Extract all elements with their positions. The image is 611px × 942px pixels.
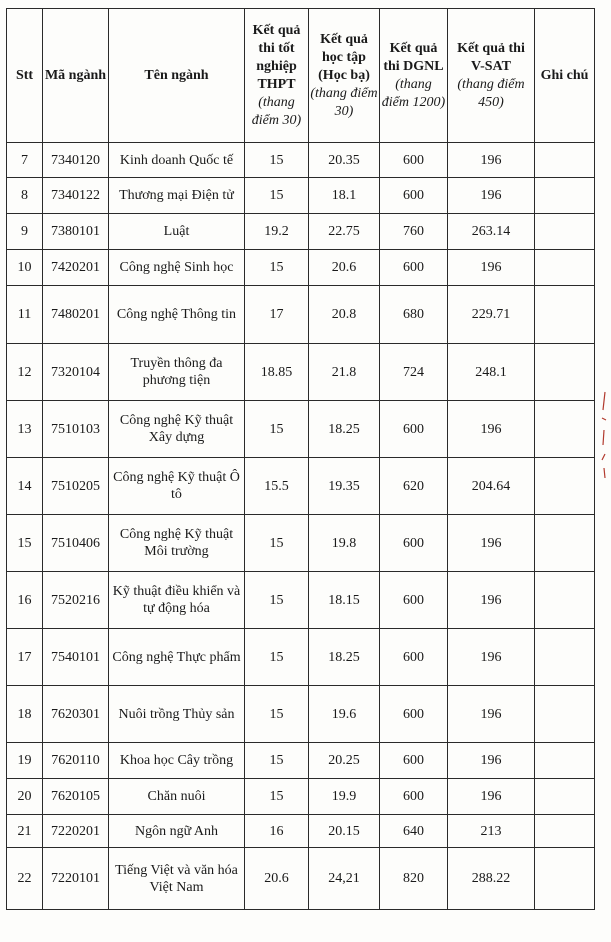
cell-ma: 7510205 [43,458,109,515]
cell-stt: 15 [7,515,43,572]
cell-ten: Công nghệ Kỹ thuật Ô tô [109,458,245,515]
cell-ten: Công nghệ Thực phẩm [109,629,245,686]
score-table-page [6,8,594,936]
cell-vsat: 196 [448,743,535,779]
cell-ghichu [535,143,595,178]
cell-dgnl: 760 [380,214,448,250]
cell-ten: Chăn nuôi [109,779,245,815]
cell-dgnl: 600 [380,686,448,743]
header-vsat: Kết quả thi V-SAT (thang điểm 450) [448,9,535,143]
cell-stt: 9 [7,214,43,250]
cell-vsat: 196 [448,779,535,815]
cell-ma: 7380101 [43,214,109,250]
cell-stt: 16 [7,572,43,629]
cell-ma: 7480201 [43,286,109,344]
cell-dgnl: 640 [380,815,448,848]
cell-dgnl: 820 [380,848,448,910]
cell-stt: 14 [7,458,43,515]
cell-ghichu [535,815,595,848]
cell-ghichu [535,286,595,344]
cell-ghichu [535,779,595,815]
cell-ten: Nuôi trồng Thủy sản [109,686,245,743]
cell-ghichu [535,848,595,910]
cell-ten: Tiếng Việt và văn hóa Việt Nam [109,848,245,910]
cell-vsat: 196 [448,178,535,214]
cell-thpt: 15 [245,779,309,815]
header-hoc-ba: Kết quả học tập (Học bạ) (thang điểm 30) [309,9,380,143]
cell-dgnl: 600 [380,572,448,629]
cell-ten: Công nghệ Kỹ thuật Xây dựng [109,401,245,458]
table-row [7,286,595,344]
cell-thpt: 15 [245,686,309,743]
cell-stt: 20 [7,779,43,815]
cell-stt: 17 [7,629,43,686]
cell-hocba: 20.6 [309,250,380,286]
cell-ma: 7510406 [43,515,109,572]
cell-hocba: 18.1 [309,178,380,214]
cell-ten: Truyền thông đa phương tiện [109,344,245,401]
table-row [7,743,595,779]
cell-vsat: 196 [448,686,535,743]
cell-ma: 7220101 [43,848,109,910]
cell-ten: Công nghệ Sinh học [109,250,245,286]
header-dgnl: Kết quả thi DGNL (thang điểm 1200) [380,9,448,143]
cell-vsat: 288.22 [448,848,535,910]
cell-stt: 22 [7,848,43,910]
cell-ghichu [535,572,595,629]
cell-ghichu [535,458,595,515]
cell-stt: 10 [7,250,43,286]
cell-ghichu [535,344,595,401]
header-ten-nganh: Tên ngành [109,9,245,143]
cell-ten: Khoa học Cây trồng [109,743,245,779]
cell-ghichu [535,743,595,779]
cell-ten: Kinh doanh Quốc tế [109,143,245,178]
cell-vsat: 196 [448,401,535,458]
cell-ghichu [535,686,595,743]
cell-thpt: 17 [245,286,309,344]
cell-ma: 7620105 [43,779,109,815]
cell-hocba: 18.15 [309,572,380,629]
cell-hocba: 18.25 [309,629,380,686]
cell-ma: 7340120 [43,143,109,178]
cell-hocba: 20.8 [309,286,380,344]
cell-thpt: 20.6 [245,848,309,910]
cell-ten: Kỹ thuật điều khiển và tự động hóa [109,572,245,629]
cell-dgnl: 600 [380,629,448,686]
cell-vsat: 204.64 [448,458,535,515]
cell-ma: 7620301 [43,686,109,743]
cell-ghichu [535,401,595,458]
cell-hocba: 19.35 [309,458,380,515]
header-row [7,9,595,143]
cell-hocba: 21.8 [309,344,380,401]
table-row [7,344,595,401]
cell-vsat: 248.1 [448,344,535,401]
cell-thpt: 15 [245,572,309,629]
table-row [7,815,595,848]
cell-vsat: 196 [448,629,535,686]
cell-ten: Luật [109,214,245,250]
cell-thpt: 15 [245,743,309,779]
table-row [7,515,595,572]
cell-hocba: 22.75 [309,214,380,250]
cell-ma: 7510103 [43,401,109,458]
cell-ten: Công nghệ Kỹ thuật Môi trường [109,515,245,572]
cell-ma: 7520216 [43,572,109,629]
cell-vsat: 263.14 [448,214,535,250]
cell-vsat: 196 [448,250,535,286]
cell-hocba: 19.8 [309,515,380,572]
table-row [7,779,595,815]
cell-hocba: 18.25 [309,401,380,458]
cell-ma: 7620110 [43,743,109,779]
cell-hocba: 19.9 [309,779,380,815]
admission-score-table [6,8,595,910]
cell-thpt: 15 [245,629,309,686]
cell-dgnl: 600 [380,250,448,286]
cell-dgnl: 600 [380,401,448,458]
cell-ma: 7340122 [43,178,109,214]
table-row [7,629,595,686]
cell-ten: Công nghệ Thông tin [109,286,245,344]
cell-ten: Ngôn ngữ Anh [109,815,245,848]
cell-thpt: 15.5 [245,458,309,515]
table-row [7,178,595,214]
cell-vsat: 229.71 [448,286,535,344]
cell-ten: Thương mại Điện tử [109,178,245,214]
cell-thpt: 15 [245,515,309,572]
cell-thpt: 15 [245,143,309,178]
cell-stt: 12 [7,344,43,401]
cell-ma: 7220201 [43,815,109,848]
cell-hocba: 24,21 [309,848,380,910]
table-row [7,458,595,515]
header-thpt: Kết quả thi tốt nghiệp THPT (thang điểm 30) [245,9,309,143]
cell-vsat: 196 [448,515,535,572]
cell-stt: 18 [7,686,43,743]
table-row [7,214,595,250]
header-ma-nganh: Mã ngành [43,9,109,143]
table-row [7,686,595,743]
cell-hocba: 20.35 [309,143,380,178]
cell-thpt: 15 [245,401,309,458]
cell-stt: 8 [7,178,43,214]
cell-dgnl: 680 [380,286,448,344]
cell-hocba: 20.25 [309,743,380,779]
table-row [7,143,595,178]
cell-thpt: 18.85 [245,344,309,401]
cell-stt: 13 [7,401,43,458]
table-row [7,401,595,458]
cell-dgnl: 600 [380,743,448,779]
cell-dgnl: 600 [380,515,448,572]
cell-vsat: 213 [448,815,535,848]
cell-ghichu [535,178,595,214]
cell-ghichu [535,250,595,286]
header-ghi-chu: Ghi chú [535,9,595,143]
cell-stt: 21 [7,815,43,848]
cell-vsat: 196 [448,572,535,629]
cell-dgnl: 600 [380,143,448,178]
cell-dgnl: 600 [380,178,448,214]
cell-stt: 7 [7,143,43,178]
cell-thpt: 15 [245,178,309,214]
cell-ma: 7420201 [43,250,109,286]
table-row [7,572,595,629]
cell-thpt: 16 [245,815,309,848]
cell-hocba: 20.15 [309,815,380,848]
cell-hocba: 19.6 [309,686,380,743]
cell-vsat: 196 [448,143,535,178]
cell-ghichu [535,629,595,686]
cell-ma: 7540101 [43,629,109,686]
table-row [7,250,595,286]
table-row [7,848,595,910]
cell-thpt: 15 [245,250,309,286]
cell-ma: 7320104 [43,344,109,401]
cell-dgnl: 620 [380,458,448,515]
cell-ghichu [535,515,595,572]
cell-dgnl: 600 [380,779,448,815]
cell-thpt: 19.2 [245,214,309,250]
margin-stamp-fragment [599,390,609,480]
cell-stt: 19 [7,743,43,779]
header-stt: Stt [7,9,43,143]
cell-stt: 11 [7,286,43,344]
cell-dgnl: 724 [380,344,448,401]
cell-ghichu [535,214,595,250]
